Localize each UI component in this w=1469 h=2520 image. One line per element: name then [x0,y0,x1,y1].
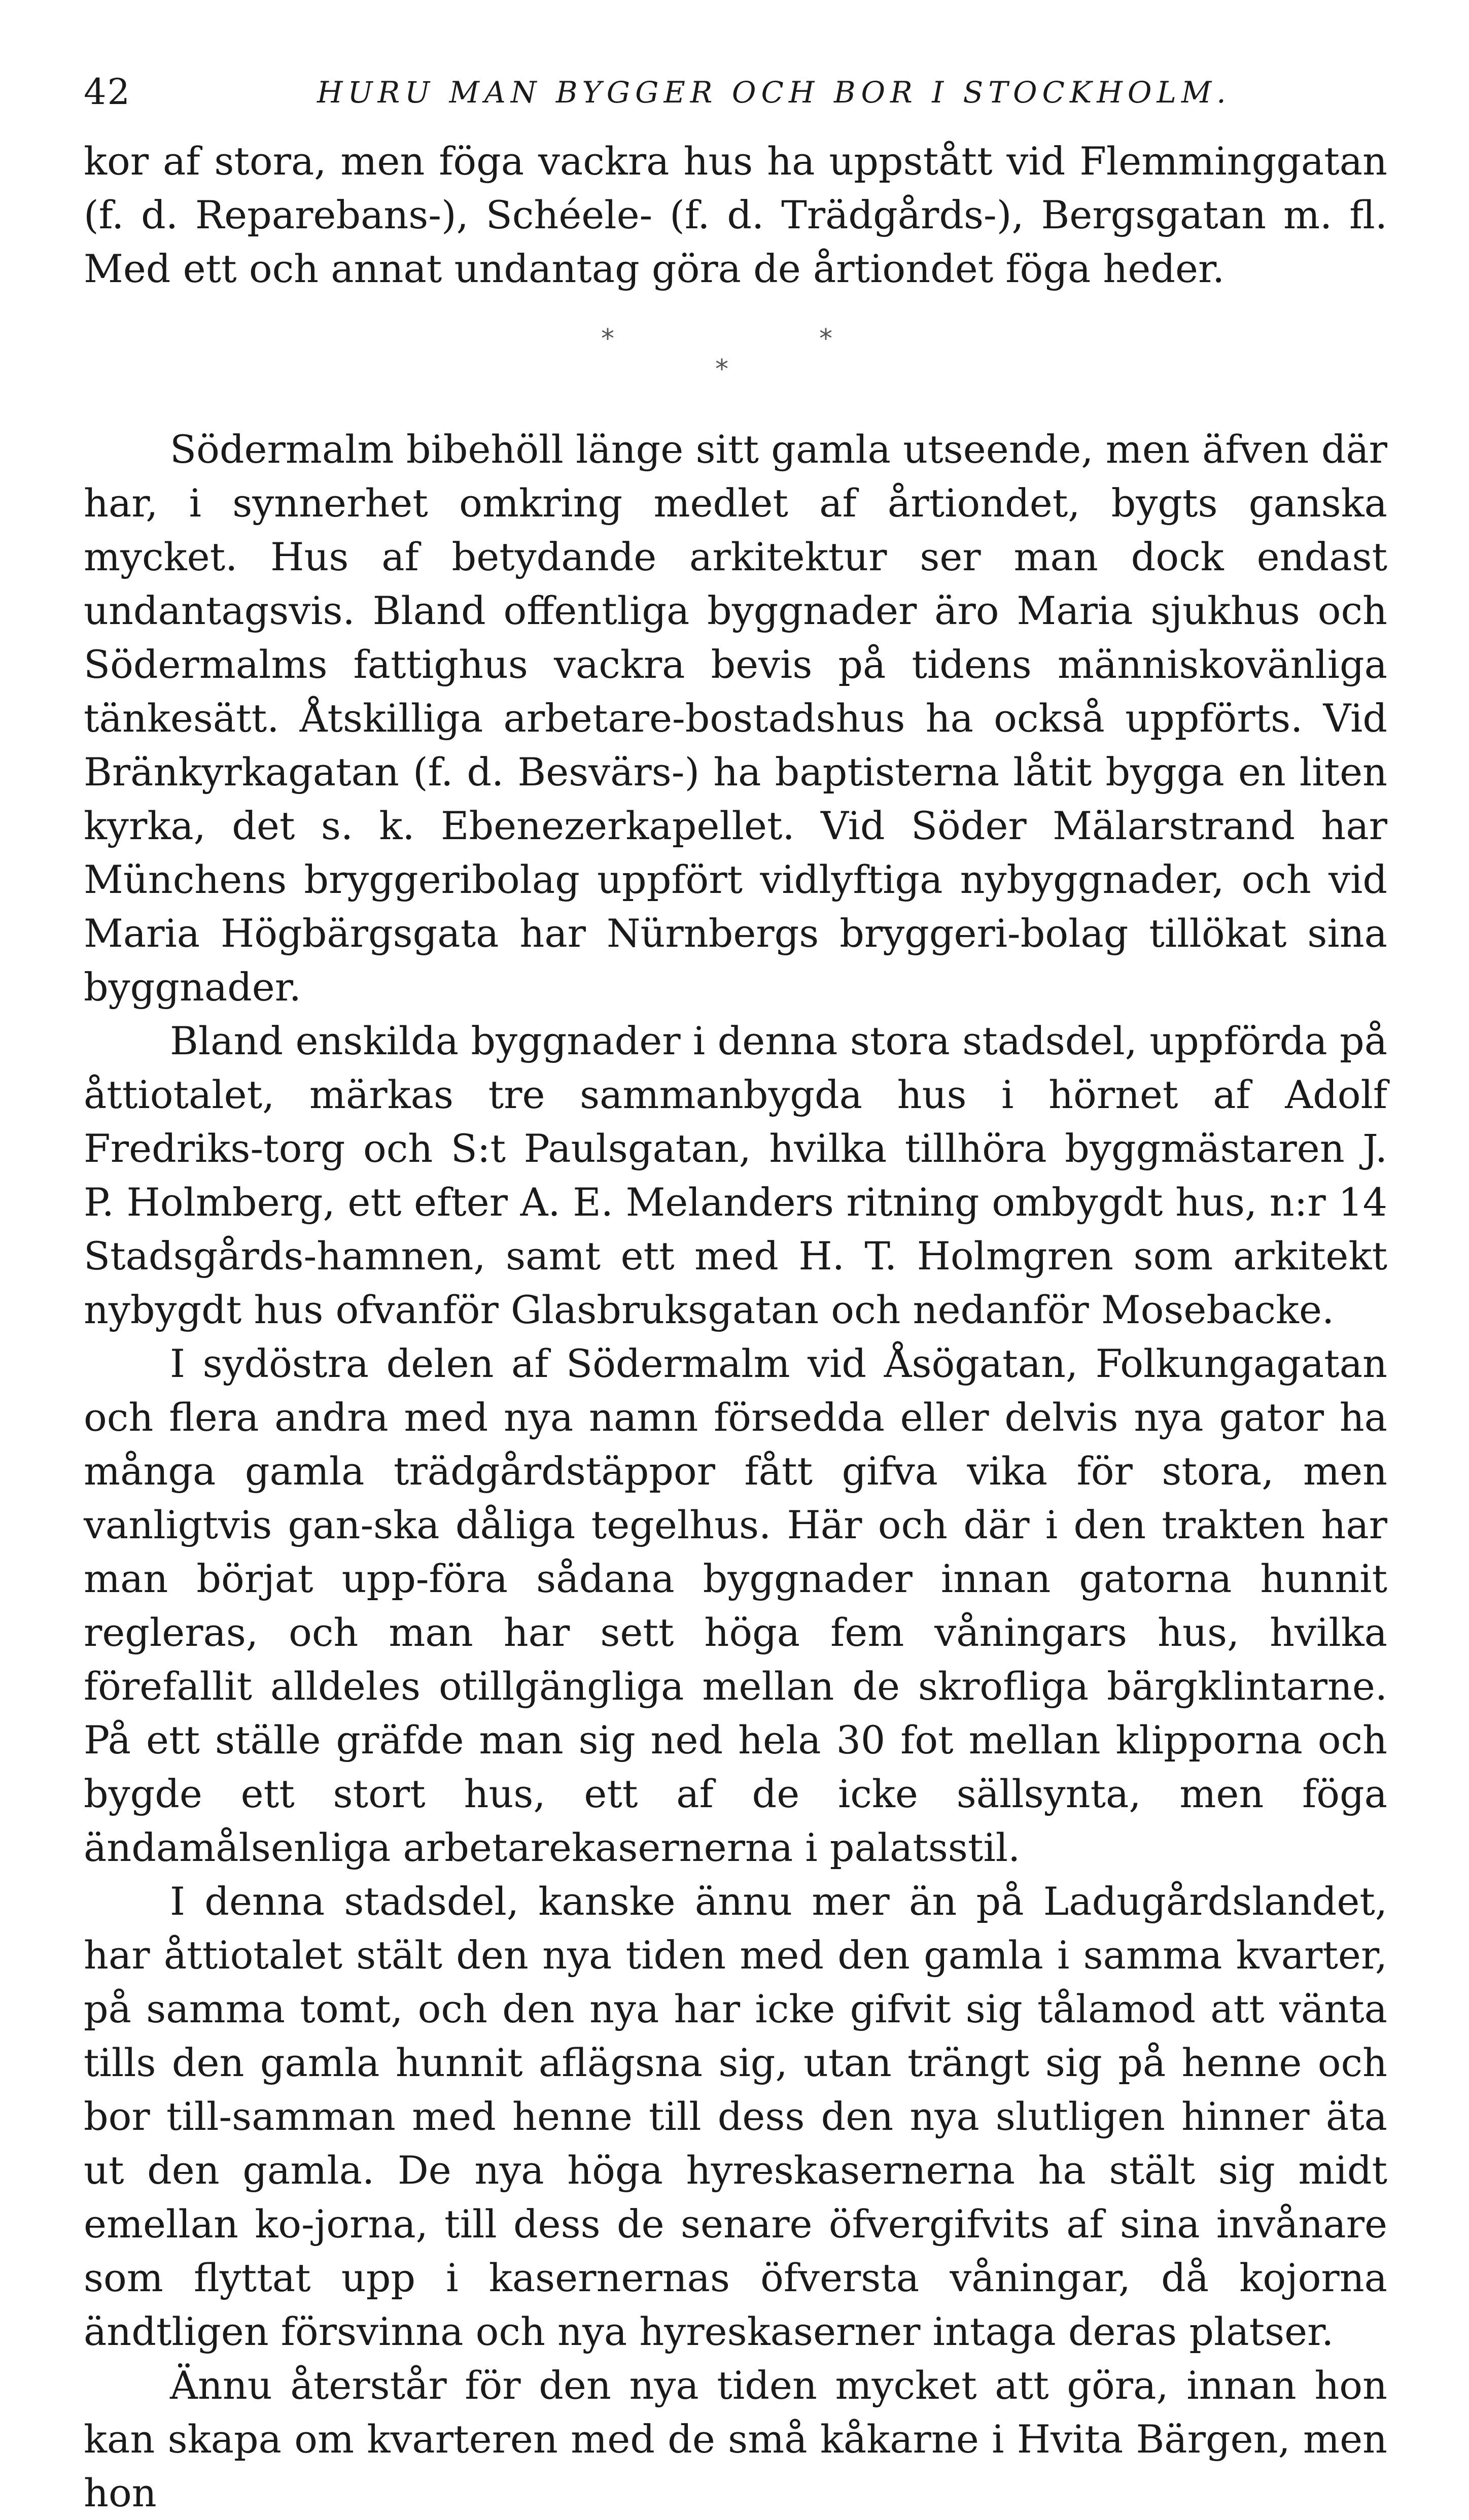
paragraph-sydostra-delen: I sydöstra delen af Södermalm vid Åsögatan, Folkungagatan och flera andra med nya namn försedda eller delvis nya gator ha många gamla trädgårdstäppor fått gifva vika för stora, men vanligtvis gan-ska dåliga tegelhus. Här och där i den trakten har man börjat upp-föra sådana byggnader innan gatorna hunnit regleras, och man har sett höga fem våningars hus, hvilka förefallit alldeles otillgängliga mellan de skrofliga bärgklintarne. På ett ställe gräfde man sig ned hela 30 fot mellan klipporna och bygde ett stort hus, ett af de icke sällsynta, men föga ändamålsenliga arbetarekasernerna i palatsstil. [84,1341,1387,1870]
paragraph-sodermalm: Södermalm bibehöll länge sitt gamla utseende, men äfven där har, i synnerhet omkring medlet af årtiondet, bygts ganska mycket. Hus af betydande arkitektur ser man dock endast undantagsvis. Bland offentliga byggnader äro Maria sjukhus och Södermalms fattighus vackra bevis på tidens människovänliga tänkesätt. Åtskilliga arbetare-bostadshus ha också uppförts. Vid Bränkyrkagatan (f. d. Besvärs-) ha baptisterna låtit bygga en liten kyrka, det s. k. Ebenezerkapellet. Vid Söder Mälarstrand har Münchens bryggeribolag uppfört vidlyftiga nybyggnader, och vid Maria Högbärgsgata har Nürnbergs bryggeri-bolag tillökat sina byggnader. [84,427,1387,1010]
asterisk-ornament: * [715,354,728,385]
page-header [84,71,1387,117]
running-head: HURU MAN BYGGER OCH BOR I STOCKHOLM. [317,75,1231,110]
section-separator [84,296,1387,423]
asterisk-ornament: * [819,324,832,354]
body-text [84,134,1387,2520]
paragraph-continuation: kor af stora, men föga vackra hus ha uppstått vid Flemminggatan (f. d. Reparebans-), Schéele- (f. d. Trädgårds-), Bergsgatan m. fl. Med ett och annat undantag göra de årtiondet föga heder. [84,139,1387,291]
asterisk-ornament: * [601,324,614,354]
paragraph-enskilda-byggnader: Bland enskilda byggnader i denna stora stadsdel, uppförda på åttiotalet, märkas tre sammanbygda hus i hörnet af Adolf Fredriks-torg och S:t Paulsgatan, hvilka tillhöra byggmästaren J. P. Holmberg, ett efter A. E. Melanders ritning ombygdt hus, n:r 14 Stadsgårds-hamnen, samt ett med H. T. Holmgren som arkitekt nybygdt hus ofvanför Glasbruksgatan och nedanför Mosebacke. [84,1018,1387,1332]
paragraph-annu-aterstar: Ännu återstår för den nya tiden mycket att göra, innan hon kan skapa om kvarteren med de små kåkarne i Hvita Bärgen, men hon [84,2363,1387,2515]
page-number: 42 [84,71,131,113]
paragraph-denna-stadsdel: I denna stadsdel, kanske ännu mer än på Ladugårdslandet, har åttiotalet stält den nya tiden med den gamla i samma kvarter, på samma tomt, och den nya har icke gifvit sig tålamod att vänta tills den gamla hunnit aflägsna sig, utan trängt sig på henne och bor till-samman med henne till dess den nya slutligen hinner äta ut den gamla. De nya höga hyreskasernerna ha stält sig midt emellan ko-jorna, till dess de senare öfvergifvits af sina invånare som flyttat upp i kasernernas öfversta våningar, då kojorna ändtligen försvinna och nya hyreskaserner intaga deras platser. [84,1879,1387,2354]
